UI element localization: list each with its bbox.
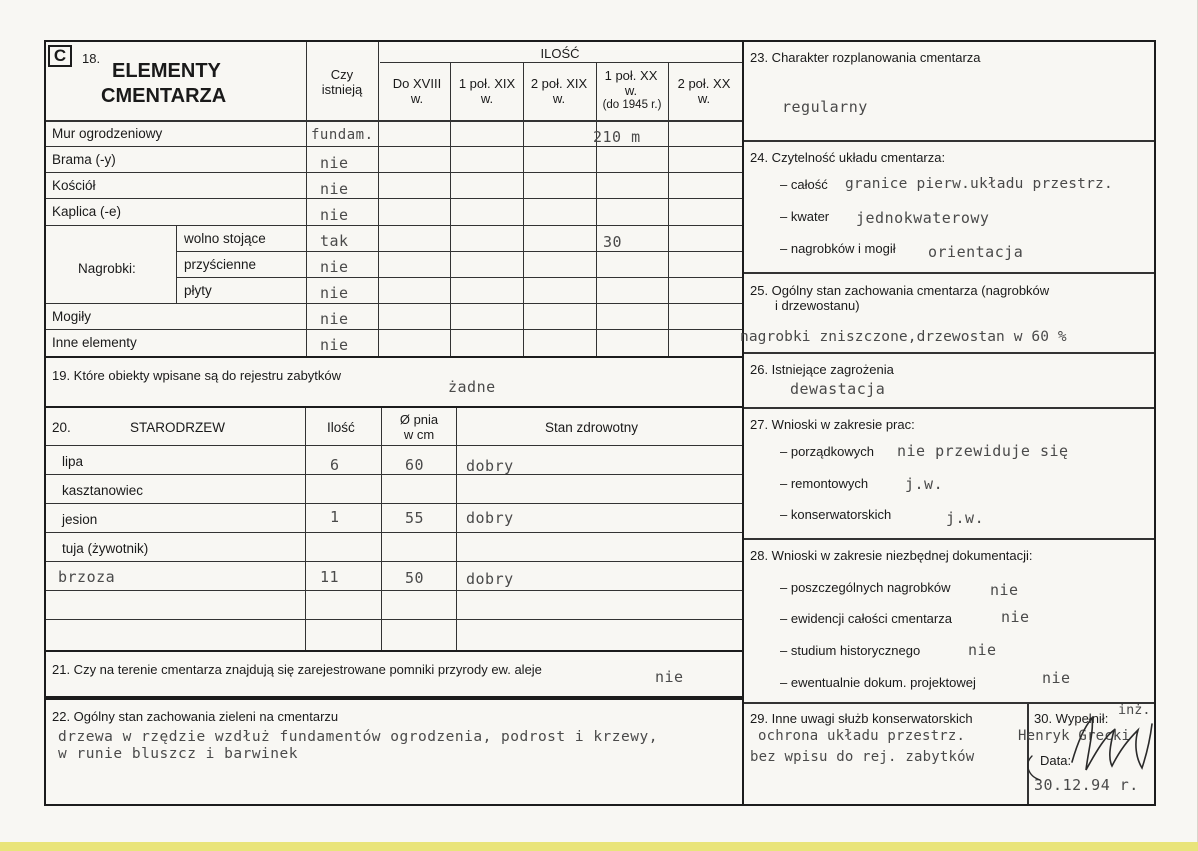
tree-health: dobry — [466, 457, 514, 475]
section-title-line1: ELEMENTY — [112, 60, 221, 82]
period-do-xviii: Do XVIII w. — [392, 76, 442, 106]
q23-value: regularny — [782, 98, 868, 116]
col-exists-header: Czy istnieją — [321, 67, 363, 97]
tree-count: 11 — [320, 568, 340, 586]
q27-item-label: – porządkowych — [780, 444, 874, 459]
element-label-plyty: płyty — [184, 283, 212, 298]
q19-value: żadne — [448, 378, 496, 396]
q28-item-value: nie — [968, 641, 997, 659]
q25-label: 25. Ogólny stan zachowania cmentarza (nagrobków — [750, 283, 1050, 298]
exists-brama: nie — [320, 154, 349, 172]
signature-mark — [1010, 700, 1160, 785]
q22-line2: w runie bluszcz i barwinek — [58, 746, 298, 762]
tree-name: lipa — [62, 454, 84, 469]
q24-item-label: – kwater — [780, 209, 830, 224]
q28-item-label: – poszczególnych nagrobków — [780, 580, 951, 595]
q22-label: 22. Ogólny stan zachowania zieleni na cmentarzu — [52, 709, 339, 724]
col-quantity-header: ILOŚĆ — [540, 46, 580, 61]
exists-kaplica: nie — [320, 206, 349, 224]
q28-item-label: – ewentualnie dokum. projektowej — [780, 675, 976, 690]
q28-label: 28. Wnioski w zakresie niezbędnej dokumentacji: — [750, 548, 1033, 563]
q24-item-label: – całość — [780, 177, 828, 192]
tree-health: dobry — [466, 570, 514, 588]
q27-label: 27. Wnioski w zakresie prac: — [750, 417, 915, 432]
section-title-line2: CMENTARZA — [101, 85, 227, 107]
trees-header-count: Ilość — [327, 420, 355, 435]
quantity-wolno-stojace-xx1: 30 — [603, 233, 623, 251]
element-label-inne: Inne elementy — [52, 335, 137, 350]
q30-title: inż. — [1118, 702, 1151, 718]
q26-label: 26. Istniejące zagrożenia — [750, 362, 894, 377]
tree-diam: 50 — [405, 569, 425, 587]
exists-plyty: nie — [320, 284, 349, 302]
q28-item-label: – studium historycznego — [780, 643, 921, 658]
tree-name: kasztanowiec — [62, 483, 144, 498]
q30-name: Henryk Grecki — [1018, 728, 1131, 744]
exists-mogily: nie — [320, 310, 349, 328]
period-1pol-xx-note: (do 1945 r.) — [602, 99, 662, 111]
tree-name: brzoza — [58, 568, 116, 586]
q27-item-label: – konserwatorskich — [780, 507, 892, 522]
q23-label: 23. Charakter rozplanowania cmentarza — [750, 50, 981, 65]
q29-line2: bez wpisu do rej. zabytków — [750, 749, 975, 765]
tree-count: 6 — [330, 456, 340, 474]
q24-label: 24. Czytelność układu cmentarza: — [750, 150, 946, 165]
q24-item-label: – nagrobków i mogił — [780, 241, 896, 256]
q19-label: 19. Które obiekty wpisane są do rejestru zabytków — [52, 368, 342, 383]
tree-name: jesion — [62, 512, 98, 527]
q24-item-value: jednokwaterowy — [856, 209, 990, 227]
period-1pol-xx: 1 poł. XX w. — [604, 68, 658, 98]
q29-label: 29. Inne uwagi służb konserwatorskich — [750, 711, 973, 726]
element-label-przyscienne: przyścienne — [184, 257, 257, 272]
period-2pol-xx: 2 poł. XX w. — [677, 76, 731, 106]
trees-table — [44, 406, 744, 652]
tree-diam: 55 — [405, 509, 425, 527]
trees-header-health: Stan zdrowotny — [545, 420, 639, 435]
trees-header-name: STARODRZEW — [130, 420, 225, 435]
exists-mur: fundam. — [311, 127, 374, 143]
nagrobki-label: Nagrobki: — [78, 261, 136, 276]
tree-health: dobry — [466, 509, 514, 527]
q28-item-label: – ewidencji całości cmentarza — [780, 611, 952, 626]
tree-name: tuja (żywotnik) — [62, 541, 149, 556]
q21-label: 21. Czy na terenie cmentarza znajdują się zarejestrowane pomniki przyrody ew. aleje — [52, 662, 542, 677]
exists-kosciol: nie — [320, 180, 349, 198]
q21-value: nie — [655, 668, 684, 686]
q22-line1: drzewa w rzędzie wzdłuż fundamentów ogrodzenia, podrost i krzewy, — [58, 729, 658, 745]
element-label-mur: Mur ogrodzeniowy — [52, 126, 163, 141]
q28-item-value: nie — [1001, 608, 1030, 626]
q27-item-value: j.w. — [946, 509, 985, 527]
section-letter: C — [53, 46, 67, 65]
element-label-mogily: Mogiły — [52, 309, 92, 324]
q25-label-cont: i drzewostanu) — [775, 298, 860, 313]
element-label-wolno-stojace: wolno stojące — [184, 231, 266, 246]
bottom-paper-edge — [0, 842, 1198, 851]
period-1pol-xix: 1 poł. XIX w. — [458, 76, 516, 106]
quantity-mur-xx1: 210 m — [593, 128, 641, 146]
exists-przyscienne: nie — [320, 258, 349, 276]
q27-item-value: j.w. — [905, 475, 944, 493]
q24-item-value: granice pierw.układu przestrz. — [845, 176, 1113, 192]
element-label-brama: Brama (-y) — [52, 152, 116, 167]
element-label-kaplica: Kaplica (-e) — [52, 204, 122, 219]
trees-header-num: 20. — [52, 420, 71, 435]
q28-item-value: nie — [990, 581, 1019, 599]
q30-date: 30.12.94 r. — [1034, 776, 1139, 794]
q26-value: dewastacja — [790, 380, 886, 398]
period-2pol-xix: 2 poł. XIX w. — [530, 76, 588, 106]
q30-label: 30. Wypełnił: — [1034, 711, 1109, 726]
q28-item-value: nie — [1042, 669, 1071, 687]
tree-count: 1 — [330, 508, 340, 526]
q29-line1: ochrona układu przestrz. — [758, 728, 966, 744]
q27-item-value: nie przewiduje się — [897, 442, 1069, 460]
q27-item-label: – remontowych — [780, 476, 869, 491]
q24-item-value: orientacja — [928, 243, 1024, 261]
element-label-kosciol: Kościół — [52, 178, 96, 193]
section-number: 18. — [82, 51, 101, 66]
q25-value: nagrobki zniszczone,drzewostan w 60 % — [740, 329, 1067, 345]
q30-date-label: Data: — [1040, 753, 1072, 768]
trees-header-diam: Ø pnia w cm — [399, 412, 439, 442]
section-letter-box — [48, 45, 72, 67]
exists-wolno-stojace: tak — [320, 232, 349, 250]
exists-inne: nie — [320, 336, 349, 354]
tree-diam: 60 — [405, 456, 425, 474]
